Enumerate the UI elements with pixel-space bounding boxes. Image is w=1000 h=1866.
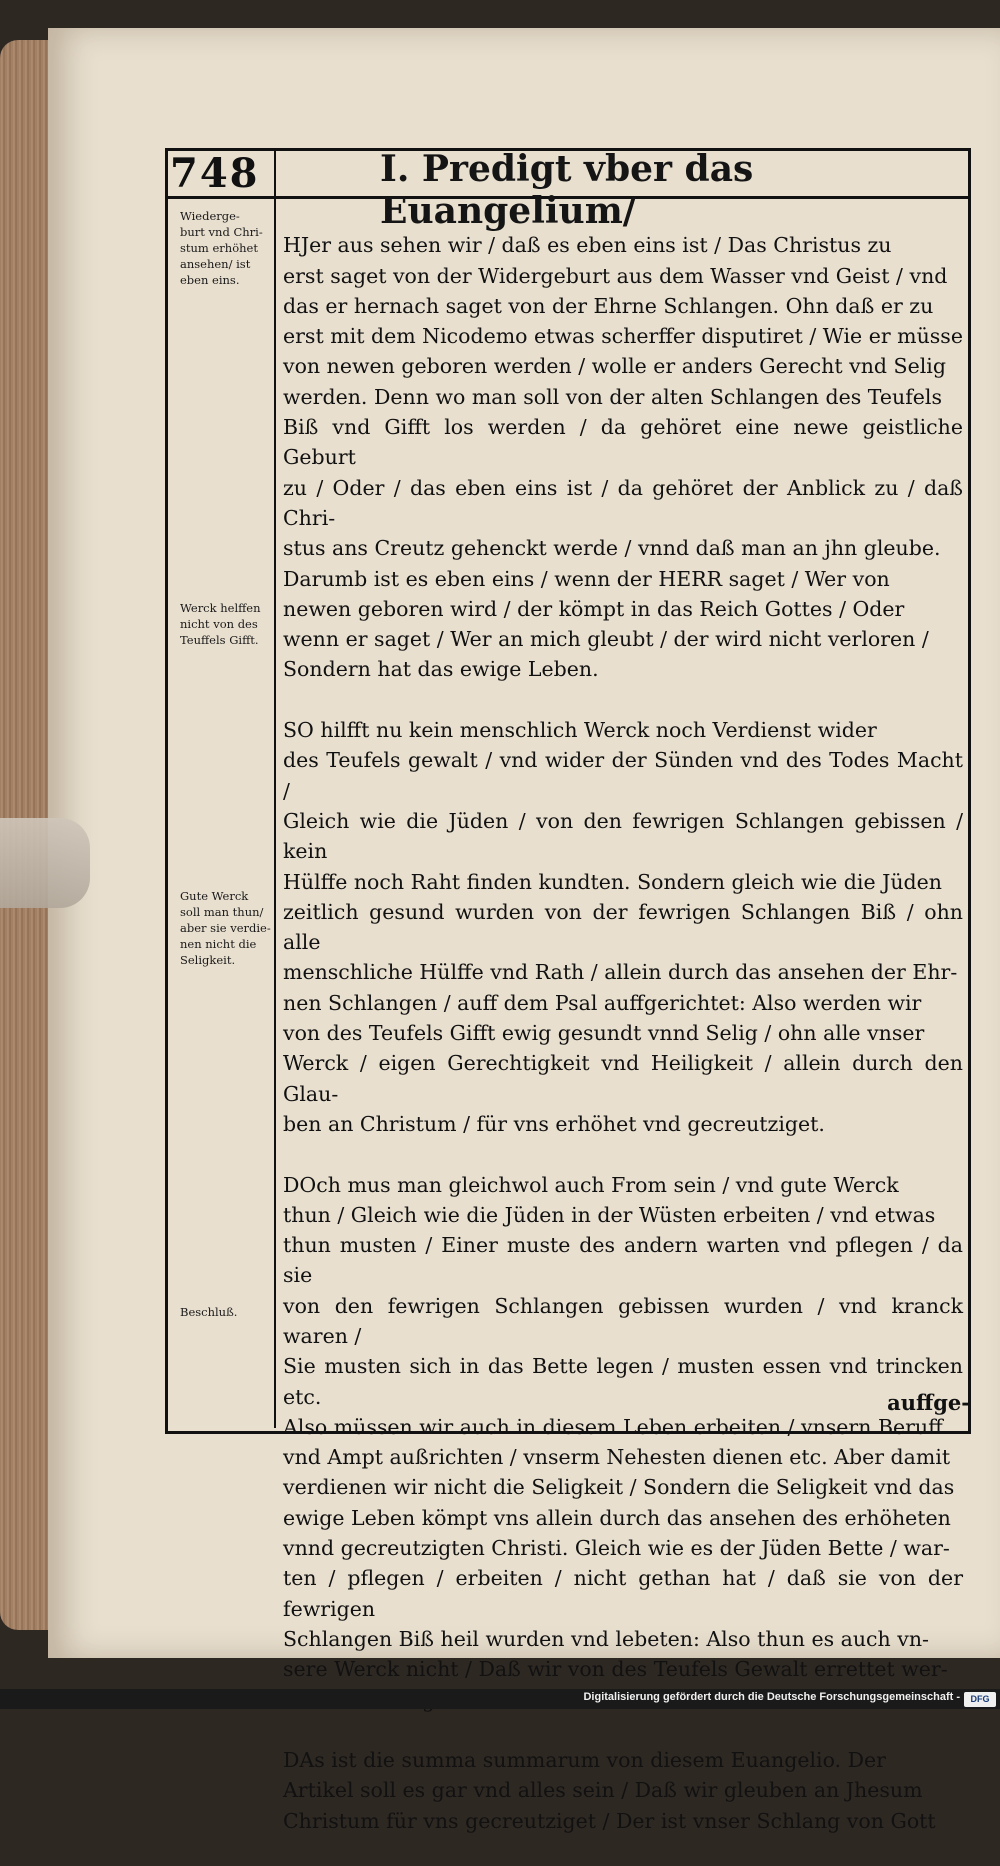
page-number: 748 — [170, 150, 260, 197]
sidenote-wiedergeburt: Wiederge- burt vnd Chri- stum erhöhet ansehen/ ist eben eins. — [180, 209, 263, 287]
paragraph-2: SO hilfft nu kein menschlich Werck noch Verdienst wider des Teufels gewalt / vnd wider der Sünden vnd des Todes Macht / Gleich wie die Jüden / von den fewrigen Schlangen gebissen / kein Hülffe noch Raht finden kundten. Sondern gleich wie die Jüden zeitlich gesund wurden von der fewrigen Schlangen Biß / ohn alle menschliche Hülffe vnd Rath / allein durch das ansehen der Ehr- nen Schlangen / auff dem Psal auffgerichtet: Also werden wir von des Teufels Gifft ewig gesundt vnnd Selig / ohn alle vnser Werck / eigen Gerechtigkeit vnd Heiligkeit / allein durch den Glau- ben an Christum / für vns erhöhet vnd gecreutziget. — [283, 718, 963, 1136]
dfg-logo-icon: DFG — [964, 1692, 996, 1707]
sidenote-werck-helffen: Werck helffen nicht von des Teuffels Gifft. — [180, 601, 261, 647]
paragraph-4: DAs ist die summa summarum von diesem Euangelio. Der Artikel soll es gar vnd alles sein / Daß wir gleuben an Jhesum Christum für vns gecreutziget / Der ist vnser Schlang von Gott — [283, 1748, 936, 1833]
margin-divider — [274, 148, 276, 1428]
body-text — [283, 200, 963, 1866]
paragraph-1: HJer aus sehen wir / daß es eben eins ist / Das Christus zu erst saget von der Widergeburt aus dem Wasser vnd Geist / vnd das er hernach saget von der Ehrne Schlangen. Ohn daß er zu erst mit dem Nicodemo etwas scherffer disputiret / Wie er müsse von newen geboren werden / wolle er anders Gerecht vnd Selig werden. Denn wo man soll von der alten Schlangen des Teufels Biß vnd Gifft los werden / da gehöret eine newe geistliche Geburt zu / Oder / das eben eins ist / da gehöret der Anblick zu / daß Chri- stus ans Creutz gehenckt werde / vnnd daß man an jhn gleube. Darumb ist es eben eins / wenn der HERR saget / Wer von newen geboren wird / der kömpt in das Reich Gottes / Oder wenn er saget / Wer an mich gleubt / der wird nicht verloren / Sondern hat das ewige Leben. — [283, 233, 963, 682]
sidenote-beschluss: Beschluß. — [180, 1305, 238, 1319]
bottom-rule — [165, 1432, 971, 1434]
footer-credit: Digitalisierung gefördert durch die Deutsche Forschungsgemeinschaft - — [583, 1691, 960, 1703]
bookmark-tab — [0, 818, 90, 908]
sidenote-gute-werck: Gute Werck soll man thun/ aber sie verdie- nen nicht die Seligkeit. — [180, 889, 271, 967]
catchword: auffge- — [887, 1390, 970, 1415]
paragraph-3: DOch mus man gleichwol auch From sein / vnd gute Werck thun / Gleich wie die Jüden in der Wüsten erbeiten / vnd etwas thun musten / Einer muste des andern warten vnd pflegen / da sie von den fewrigen Schlangen gebissen wurden / vnd kranck waren / Sie musten sich in das Bette legen / musten essen vnd trincken etc. Also müssen wir auch in diesem Leben erbeiten / vnsern Beruff vnd Ampt außrichten / vnserm Nehesten dienen etc. Aber damit verdienen wir nicht die Seligkeit / Sondern die Seligkeit vnd das ewige Leben kömpt vns allein durch das ansehen des erhöheten vnnd gecreutzigten Christi. Gleich wie es der Jüden Bette / war- ten / pflegen / erbeiten / nicht gethan hat / daß sie von der fewrigen Schlangen Biß heil wurden vnd lebeten: Also thun es auch vn- sere Werck nicht / Daß wir von des Teufels Gewalt errettet wer- — [283, 1172, 963, 1682]
running-title: I. Predigt vber das Euangelium/ — [380, 148, 754, 232]
